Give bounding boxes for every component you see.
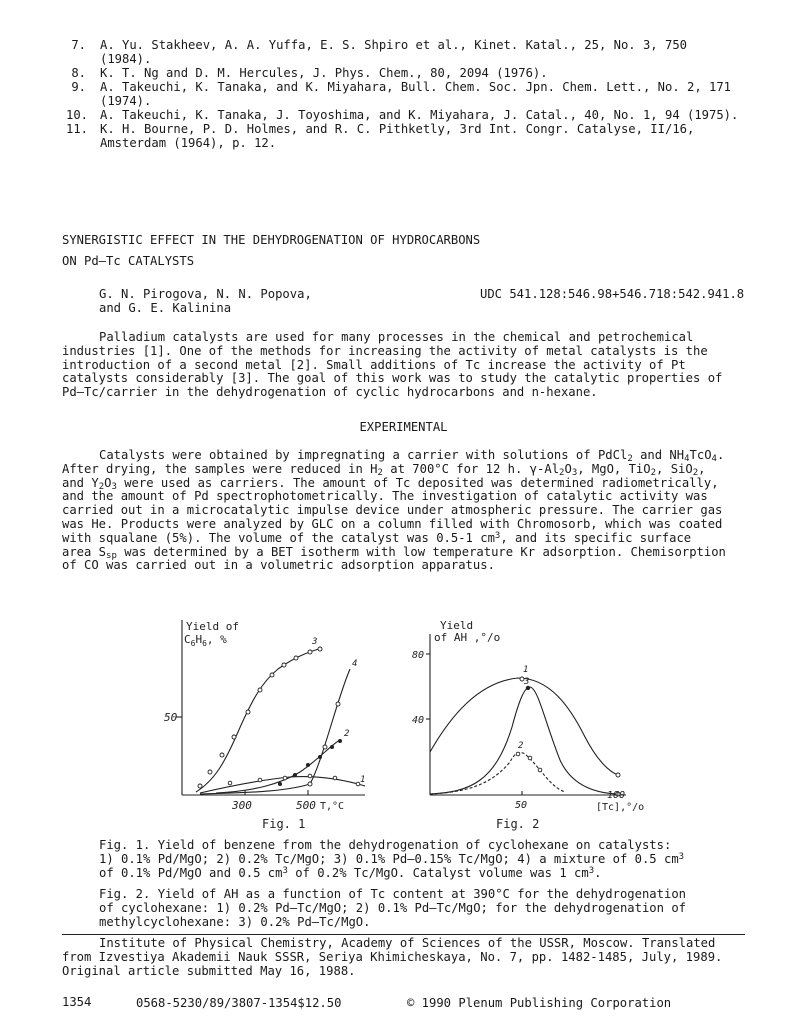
reference-number: 8. [71,66,86,80]
figure-label: Fig. 2 [496,817,540,831]
data-point [282,663,286,667]
reference-text: K. H. Bourne, P. D. Holmes, and R. C. Pithketly, 3rd Int. Congr. Catalyse, II/16, [100,122,695,136]
data-point [323,745,327,749]
data-point [308,774,312,778]
authors-line-1: G. N. Pirogova, N. N. Popova, [99,287,312,301]
figure-label: Fig. 1 [262,817,306,831]
subscript: 4 [684,454,690,464]
data-point [318,755,322,759]
text-run: Catalysts were obtained by impregnating a carrier with solutions of PdCl [99,448,628,462]
data-point [318,647,322,651]
subscript: 3 [111,481,117,492]
text-run: . [716,448,725,462]
paragraph-line [62,546,726,560]
data-point [228,781,232,785]
paragraph-line [62,477,726,491]
caption-line: of cyclohexane: 1) 0.2% Pd–Tc/MgO; 2) 0.1% Pd–Tc/MgO; for the dehydrogenation of [99,900,686,915]
reference-text: (1974). [100,94,152,108]
y-axis-label: Yield [440,619,474,632]
caption-line [99,853,684,867]
superscript: 3 [282,865,288,876]
reference-text: (1984). [100,52,152,66]
x-tick-label: 500 [296,799,316,812]
reference-number: 11. [66,122,89,136]
data-point [516,752,520,756]
curve-label: 1 [360,775,366,785]
intro-paragraph [62,331,722,400]
paragraph-line: carried out in a microcatalytic impulse device under atmospheric pressure. The carrier gas [62,503,723,518]
caption-line: Fig. 1. Yield of benzene from the dehydrogenation of cyclohexane on catalysts: [99,838,672,852]
subscript: 2 [559,467,565,478]
page-number: 1354 [62,995,92,1009]
reference-text: A. Yu. Stakheev, A. A. Yuffa, E. S. Shpiro et al., Kinet. Katal., 25, No. 3, 750 [100,38,687,52]
paragraph-line: Pd–Tc/carrier in the dehydrogenation of cyclic hydrocarbons and n-hexane. [62,385,598,400]
section-heading: EXPERIMENTAL [359,420,448,434]
curve-label: 2 [344,729,350,739]
reference-text: A. Takeuchi, K. Tanaka, J. Toyoshima, and K. Miyahara, J. Catal., 40, No. 1, 94 (1975). [100,108,739,122]
curve-4 [200,669,350,794]
data-point [338,739,342,743]
text-run: , and its specific surface [500,530,692,545]
paragraph-line: catalysts considerably [3]. The goal of this work was to study the catalytic properties of [62,371,723,386]
data-point [278,782,282,786]
curve-2 [430,753,565,794]
subscript: 2 [627,454,633,464]
text-run: with squalane (5%). The volume of the catalyst was 0.5-1 cm [62,530,495,545]
x-axis-unit: [Tc],°/o [596,802,645,813]
text-run: O [104,475,112,490]
paragraph-line: Palladium catalysts are used for many processes in the chemical and petrochemical [99,330,694,344]
curve-label: 1 [523,665,529,675]
y-tick-label: 50 [164,711,178,724]
caption-line: methylcyclohexane: 3) 0.2% Pd–Tc/MgO. [99,914,371,929]
text-run: were used as carriers. The amount of Tc deposited was determined radiometrically, [116,475,719,490]
data-point [308,650,312,654]
text-run: . [594,865,602,880]
data-point [333,776,337,780]
subscript: 2 [650,467,657,478]
superscript: 3 [678,851,685,862]
text-run: 1) 0.1% Pd/MgO; 2) 0.2% Tc/MgO; 3) 0.1% Pd–0.15% Tc/MgO; 4) a mixture of 0.5 cm [99,851,679,866]
data-point [293,773,297,777]
udc-code: UDC 541.128:546.98+546.718:542.941.8 [480,287,745,301]
data-point [528,756,532,760]
data-point [294,656,298,660]
paragraph-line [62,532,726,546]
data-point [616,773,620,777]
subscript: 2 [377,467,383,478]
y-tick-label: 40 [412,715,425,726]
y-axis-label: $C_6H_6$, % [184,633,227,648]
paragraph-line: and the amount of Pd spectrophotometrically. The investigation of catalytic activity was [62,489,708,504]
y-axis-label: of AH ,°/o [434,631,501,644]
text-run: O [564,461,572,476]
subscript: 3 [571,467,578,478]
caption-line [99,867,684,881]
curve-label: 4 [352,659,358,669]
paragraph-line: introduction of a second metal [2]. Small additions of Tc increase the activity of Pt [62,357,686,372]
subscript: sp [106,550,117,561]
reference-number: 10. [66,108,89,122]
curve-1 [200,777,365,793]
text-run: of 0.2% Tc/MgO. Catalyst volume was 1 cm [287,865,589,880]
text-run: area S [62,544,107,559]
data-point [258,778,262,782]
data-point [208,770,212,774]
figure-2-plot [400,612,660,837]
footer-note [62,937,722,978]
reference-text: A. Takeuchi, K. Tanaka, and K. Miyahara, Bull. Chem. Soc. Jpn. Chem. Lett., No. 2, 171 [100,80,732,94]
figure-1-plot [160,612,410,837]
footer-line: Institute of Physical Chemistry, Academy of Sciences of the USSR, Moscow. Translated [99,936,716,950]
reference-number: 7. [71,38,86,52]
subscript: 4 [711,454,717,464]
article-title-line-1: SYNERGISTIC EFFECT IN THE DEHYDROGENATION OF HYDROCARBONS [62,233,481,247]
footer-line: from Izvestiya Akademii Nauk SSSR, Seriya Khimicheskaya, No. 7, pp. 1482-1485, July, 1989. [62,949,723,964]
x-axis-unit: T,°C [320,801,345,812]
data-point [258,688,262,692]
paragraph-line: was He. Products were analyzed by GLC on a column filled with Chromosorb, which was coated [62,516,723,531]
data-point [246,710,250,714]
x-tick-label: 50 [515,800,528,811]
text-run: and NH [632,448,685,462]
copyright: © 1990 Plenum Publishing Corporation [407,996,672,1010]
subscript: 2 [98,481,105,492]
text-run: of 0.1% Pd/MgO and 0.5 cm [99,865,283,880]
footer-rule [62,934,745,935]
paragraph-line [62,463,726,477]
data-point [308,782,312,786]
data-point [306,763,310,767]
curve-label: 3 [312,637,318,647]
data-point [232,735,236,739]
text-run: After drying, the samples were reduced in H [62,461,378,476]
text-run: , MgO, TiO [577,461,651,476]
data-point [283,776,287,780]
y-tick-label: 80 [412,650,425,661]
text-run: , SiO [656,461,693,476]
text-run: at 700°C for 12 h. γ-Al [382,461,560,476]
superscript: 3 [588,865,595,876]
footer-line: Original article submitted May 16, 1988. [62,963,356,978]
data-point [220,753,224,757]
data-point [330,745,334,749]
caption-line: Fig. 2. Yield of AH as a function of Tc content at 390°C for the dehydrogenation [99,887,686,901]
figure-1-caption [99,839,684,880]
experimental-paragraph [62,449,726,573]
subscript: 2 [692,467,699,478]
authors-line-2: and G. E. Kalinina [99,301,232,315]
curve-label: 2 [518,741,524,751]
x-tick-label: 100 [607,790,626,801]
data-point [336,702,340,706]
text-run: TcO [689,448,712,462]
text-run: was determined by a BET isotherm with low temperature Kr adsorption. Chemisorption [116,544,726,559]
text-run: , [698,461,706,476]
data-point [270,673,274,677]
data-point [538,768,542,772]
article-title-line-2: ON Pd–Tc CATALYSTS [62,254,195,268]
reference-text: Amsterdam (1964), p. 12. [100,136,277,150]
curve-3 [430,687,618,794]
reference-number: 9. [71,80,86,94]
paragraph-line: industries [1]. One of the methods for increasing the activity of metal catalysts is the [62,343,708,358]
paragraph-line [62,449,726,463]
y-axis-label: Yield of [186,620,239,633]
x-tick-label: 300 [232,799,252,812]
text-run: and Y [62,475,99,490]
data-point [198,784,202,788]
reference-text: K. T. Ng and D. M. Hercules, J. Phys. Chem., 80, 2094 (1976). [100,66,548,80]
journal-code: 0568-5230/89/3807-1354$12.50 [136,996,342,1010]
curve-label: 3 [524,677,530,687]
superscript: 3 [494,530,501,541]
paragraph-line: of CO was carried out in a volumetric adsorption apparatus. [62,558,495,573]
figure-2-caption [99,888,686,929]
